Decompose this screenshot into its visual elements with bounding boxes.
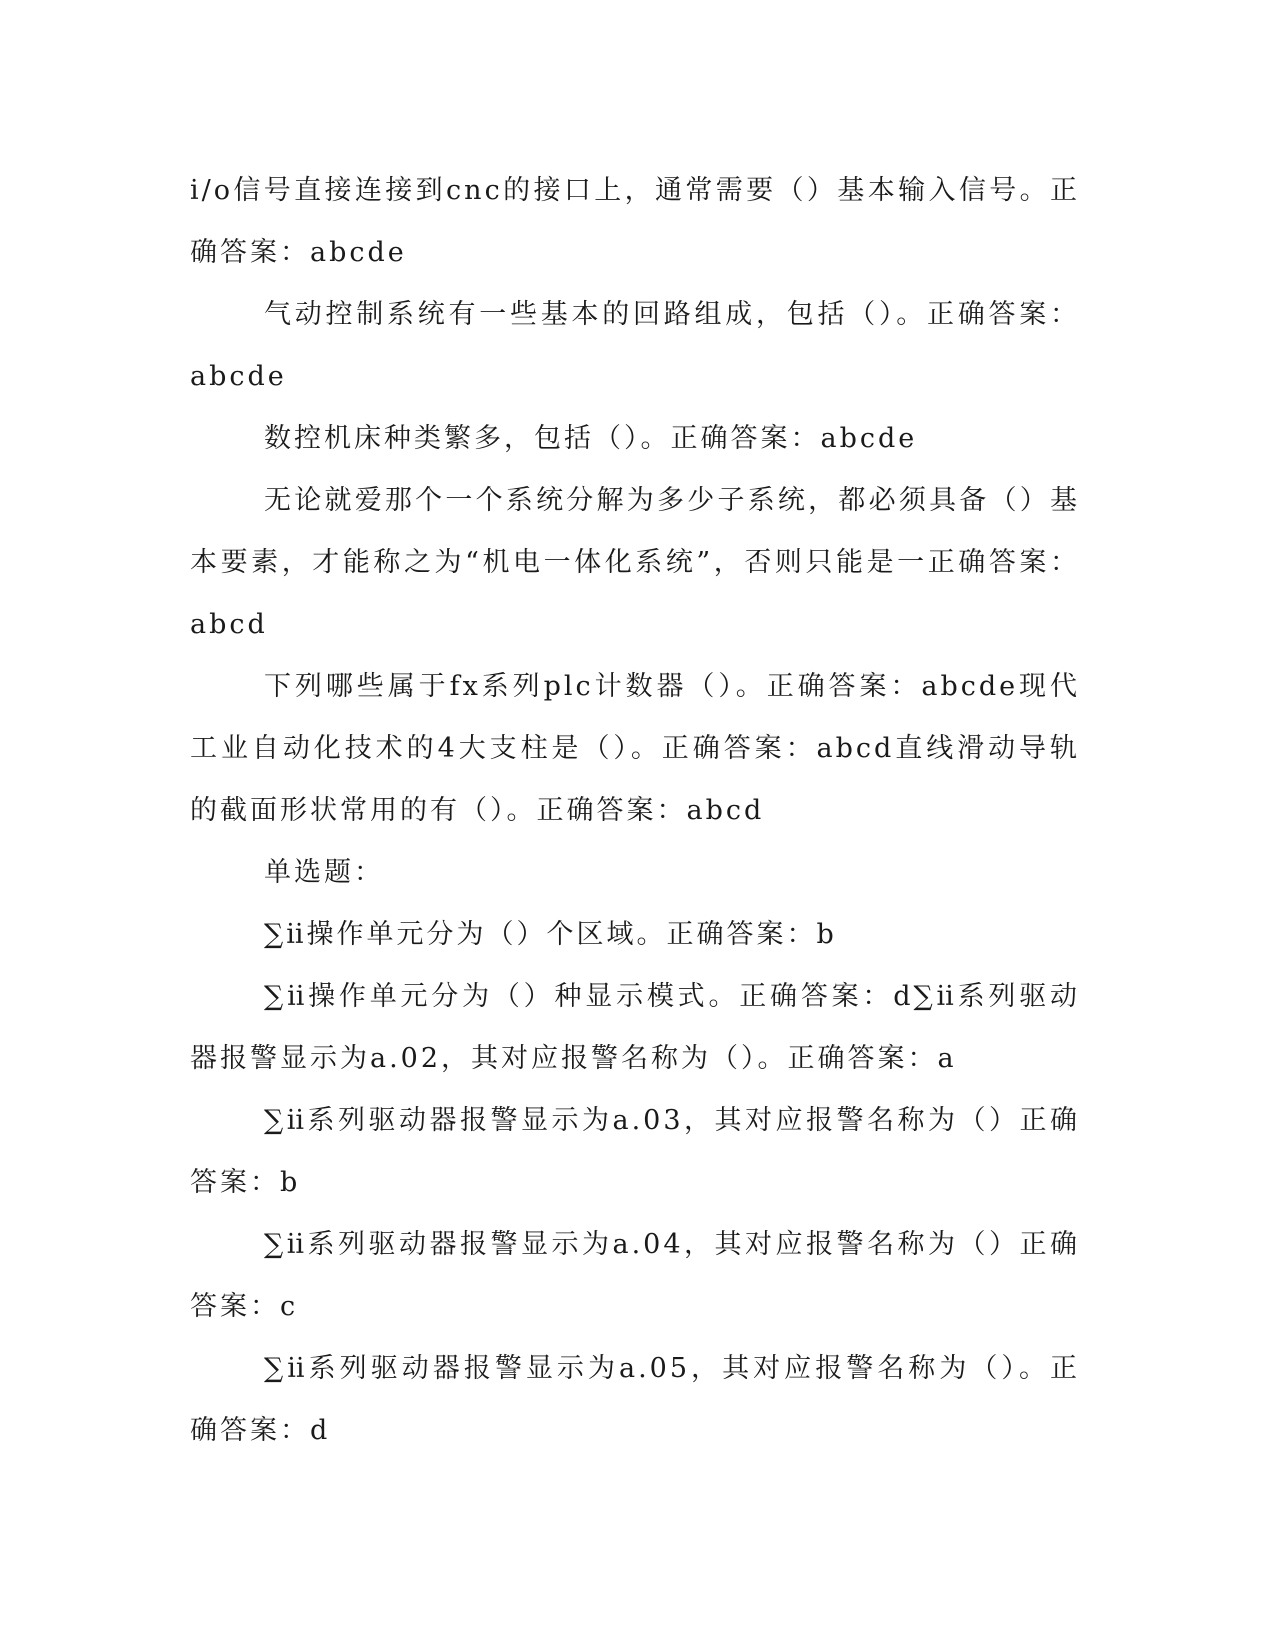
section-heading-single-choice: 单选题：: [264, 857, 384, 888]
paragraph-alarm-a03: ∑ⅱ系列驱动器报警显示为a.03，其对应报警名称为（）正确答案：b: [190, 1105, 1080, 1198]
paragraph-alarm-a05: ∑ⅱ系列驱动器报警显示为a.05，其对应报警名称为（）。正确答案：d: [190, 1353, 1080, 1446]
document-body: [190, 160, 1080, 1462]
paragraph-pneumatic-circuit: 气动控制系统有一些基本的回路组成，包括（）。正确答案：abcde: [190, 299, 1080, 392]
paragraph-io-signal: i/o信号直接连接到cnc的接口上，通常需要（）基本输入信号。正确答案：abcde: [190, 175, 1080, 268]
paragraph-operation-unit-areas: ∑ⅱ操作单元分为（）个区域。正确答案：b: [264, 919, 837, 950]
paragraph-plc-counter: 下列哪些属于fx系列plc计数器（）。正确答案：abcde现代工业自动化技术的4大支柱是（）。正确答案：abcd直线滑动导轨的截面形状常用的有（）。正确答案：abcd: [190, 671, 1080, 826]
paragraph-display-modes-a02: ∑ⅱ操作单元分为（）种显示模式。正确答案：d∑ⅱ系列驱动器报警显示为a.02，其对应报警名称为（）。正确答案：a: [190, 981, 1080, 1074]
paragraph-cnc-machine-types: 数控机床种类繁多，包括（）。正确答案：abcde: [264, 423, 918, 454]
paragraph-mechatronics-elements: 无论就爱那个一个系统分解为多少子系统，都必须具备（）基本要素，才能称之为“机电一体化系统”，否则只能是一正确答案：abcd: [190, 485, 1080, 640]
paragraph-alarm-a04: ∑ⅱ系列驱动器报警显示为a.04，其对应报警名称为（）正确答案：c: [190, 1229, 1080, 1322]
